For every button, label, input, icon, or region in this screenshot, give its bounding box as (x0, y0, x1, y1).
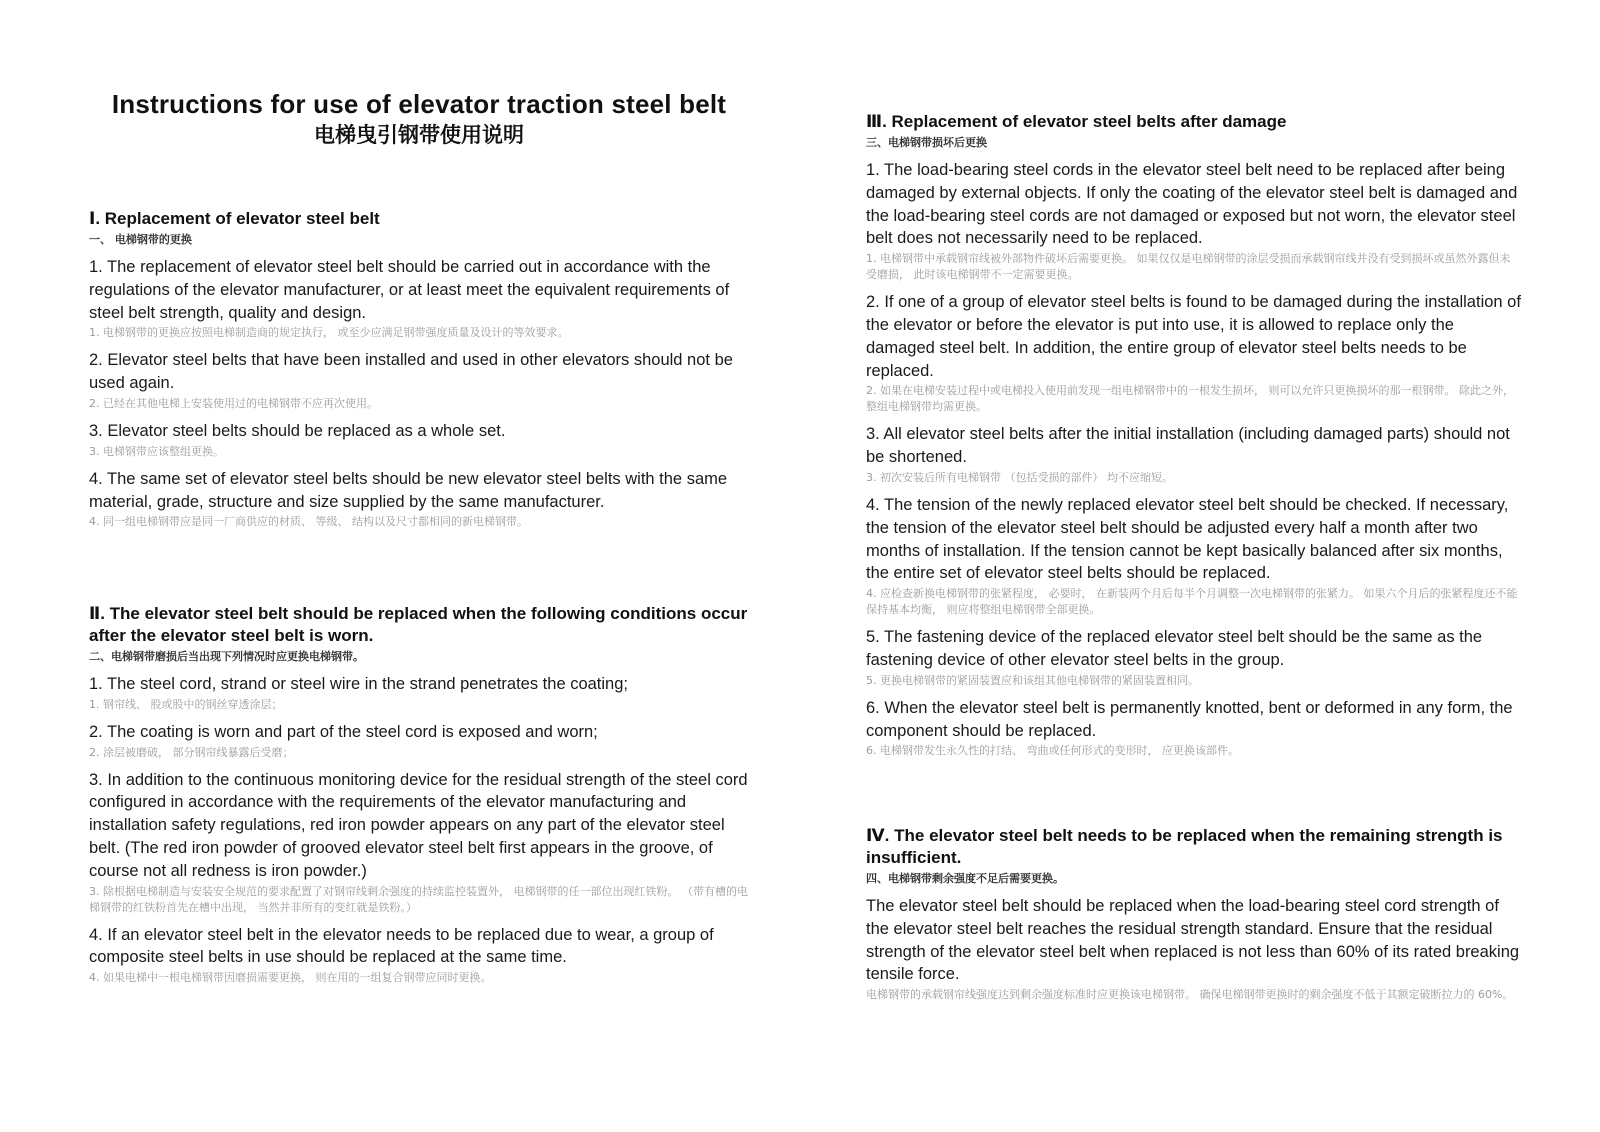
item-text-zh: 3. 初次安装后所有电梯钢带 （包括受损的部件） 均不应缩短。 (866, 470, 1173, 484)
item-text: 5. The fastening device of the replaced elevator steel belt should be the same as the fastening device of other elevator steel belts in the group. (866, 628, 1483, 669)
item-text-zh: 2. 如果在电梯安装过程中或电梯投入使用前发现一组电梯钢带中的一根发生损坏， 则可以允许只更换损坏的那一根钢带。 除此之外， 整组电梯钢带均需更换。 (866, 384, 1514, 414)
item-text-zh: 1. 电梯钢带中承载钢帘线被外部物件破坏后需要更换。 如果仅仅是电梯钢带的涂层受损而承载钢帘线并没有受到损坏或虽然外露但未受磨损， 此时该电梯钢带不一定需要更换。 (866, 252, 1511, 282)
list-item (866, 626, 1521, 689)
list-item (89, 468, 749, 531)
section-title-zh: 四、电梯钢带剩余强度不足后需要更换。 (866, 872, 1064, 885)
item-text: 4. If an elevator steel belt in the elevator needs to be replaced due to wear, a group of composite steel belts in use should be replaced at the same time. (89, 925, 714, 967)
item-text: 2. If one of a group of elevator steel belts is found to be damaged during the installation of the elevator or before the elevator is put into use, it is allowed to replace only the damaged steel belt. In addition, the entire group of elevator steel belts needs to be replaced. (866, 293, 1521, 380)
list-item (89, 769, 749, 916)
list-item (89, 420, 749, 460)
item-text: 3. In addition to the continuous monitoring device for the residual strength of the steel cord configured in accordance with the requirements of the elevator manufacturing and installation safety regulations, red iron powder appears on any part of the elevator steel belt. (The red iron powder of grooved elevator steel belt first appears in the groove, of course not all redness is iron powder.) (89, 770, 748, 880)
item-text: 1. The load-bearing steel cords in the elevator steel belt need to be replaced after being damaged by external objects. If only the coating of the elevator steel belt is damaged and the load-bearing steel cords are not damaged or exposed but not worn, the elevator steel belt does not necessarily need to be replaced. (866, 161, 1518, 248)
item-text-zh: 4. 同一组电梯钢带应是同一厂商供应的材质、 等级、 结构以及尺寸都相同的新电梯钢带。 (89, 515, 528, 529)
list-item (89, 673, 749, 713)
list-item (866, 697, 1521, 760)
item-text-zh: 1. 钢帘线、 股或股中的钢丝穿透涂层； (89, 697, 283, 711)
item-text-zh: 3. 电梯钢带应该整组更换。 (89, 444, 224, 458)
list-item (89, 721, 749, 761)
list-item (89, 349, 749, 412)
item-text-zh: 6. 电梯钢带发生永久性的打结、 弯曲或任何形式的变形时， 应更换该部件。 (866, 744, 1239, 758)
list-item (89, 256, 749, 341)
section-title-zh: 二、电梯钢带磨损后当出现下列情况时应更换电梯钢带。 (89, 650, 364, 663)
section-title-zh: 一、 电梯钢带的更换 (89, 233, 192, 246)
list-item (866, 159, 1521, 283)
list-item (866, 895, 1521, 1003)
document-title-en: Instructions for use of elevator traction steel belt (111, 89, 727, 119)
item-text: 3. Elevator steel belts should be replaced as a whole set. (89, 421, 506, 440)
section-title: Ⅳ. The elevator steel belt needs to be replaced when the remaining strength is insufficient. (866, 826, 1503, 867)
section-2 (89, 603, 749, 994)
section-title: Ⅱ. The elevator steel belt should be replaced when the following conditions occur after the elevator steel belt is worn. (89, 604, 748, 645)
item-text-zh: 2. 已经在其他电梯上安装使用过的电梯钢带不应再次使用。 (89, 396, 378, 410)
section-1 (89, 208, 749, 538)
item-text: The elevator steel belt should be replaced when the load-bearing steel cord strength of the elevator steel belt reaches the residual strength standard. Ensure that the residual strength of the elevator steel belt when replaced is not less than 60% of its rated breaking tensile force. (866, 897, 1520, 984)
item-text: 1. The steel cord, strand or steel wire in the strand penetrates the coating; (89, 675, 628, 693)
item-text-zh: 1. 电梯钢带的更换应按照电梯制造商的规定执行， 或至少应满足钢带强度质量及设计的等效要求。 (89, 326, 569, 340)
list-item (866, 494, 1521, 618)
section-title: Ⅲ. Replacement of elevator steel belts after damage (866, 112, 1287, 131)
item-text: 4. The tension of the newly replaced elevator steel belt should be checked. If necessary, the tension of the elevator steel belt should be adjusted every half a month after two months of installation. If the tension cannot be kept basically balanced after six months, the entire set of elevator steel belts should be replaced. (866, 495, 1509, 583)
document-title (89, 88, 749, 150)
section-title: Ⅰ. Replacement of elevator steel belt (89, 209, 380, 228)
section-title-zh: 三、电梯钢带损坏后更换 (866, 136, 987, 149)
item-text-zh: 3. 除根据电梯制造与安装安全规范的要求配置了对钢帘线剩余强度的持续监控装置外， 电梯钢带的任一部位出现红铁粉。 （带有槽的电梯钢带的红铁粉首先在槽中出现， 当然并非所有的变红就是铁粉。） (89, 884, 748, 914)
item-text: 3. All elevator steel belts after the initial installation (including damaged parts) should not be shortened. (866, 425, 1510, 467)
item-text: 4. The same set of elevator steel belts should be new elevator steel belts with the same material, grade, structure and size supplied by the same manufacturer. (89, 469, 728, 511)
list-item (866, 291, 1521, 415)
section-4 (866, 825, 1521, 1011)
item-text-zh: 4. 应检查新换电梯钢带的张紧程度， 必要时， 在新装两个月后每半个月调整一次电梯钢带的张紧力。 如果六个月后的张紧程度还不能保持基本均衡， 则应将整组电梯钢带全部更换。 (866, 587, 1518, 617)
item-text-zh: 电梯钢带的承载钢帘线强度达到剩余强度标准时应更换该电梯钢带。 确保电梯钢带更换时的剩余强度不低于其额定破断拉力的 60%。 (866, 988, 1514, 1002)
document-title-zh: 电梯曳引钢带使用说明 (314, 123, 524, 147)
item-text: 6. When the elevator steel belt is permanently knotted, bent or deformed in any form, the component should be replaced. (866, 698, 1513, 740)
list-item (866, 423, 1521, 486)
section-3 (866, 111, 1521, 767)
item-text: 2. Elevator steel belts that have been installed and used in other elevators should not be used again. (89, 351, 733, 393)
list-item (89, 924, 749, 987)
item-text: 1. The replacement of elevator steel belt should be carried out in accordance with the regulations of the elevator manufacturer, or at least meet the equivalent requirements of steel belt strength, quality and design. (89, 258, 730, 322)
item-text-zh: 5. 更换电梯钢带的紧固装置应和该组其他电梯钢带的紧固装置相同。 (866, 673, 1199, 687)
item-text: 2. The coating is worn and part of the steel cord is exposed and worn; (89, 722, 598, 741)
item-text-zh: 2. 涂层被磨破， 部分钢帘线暴露后受磨； (89, 745, 294, 759)
item-text-zh: 4. 如果电梯中一根电梯钢带因磨损需要更换， 则在用的一组复合钢带应同时更换。 (89, 971, 492, 985)
